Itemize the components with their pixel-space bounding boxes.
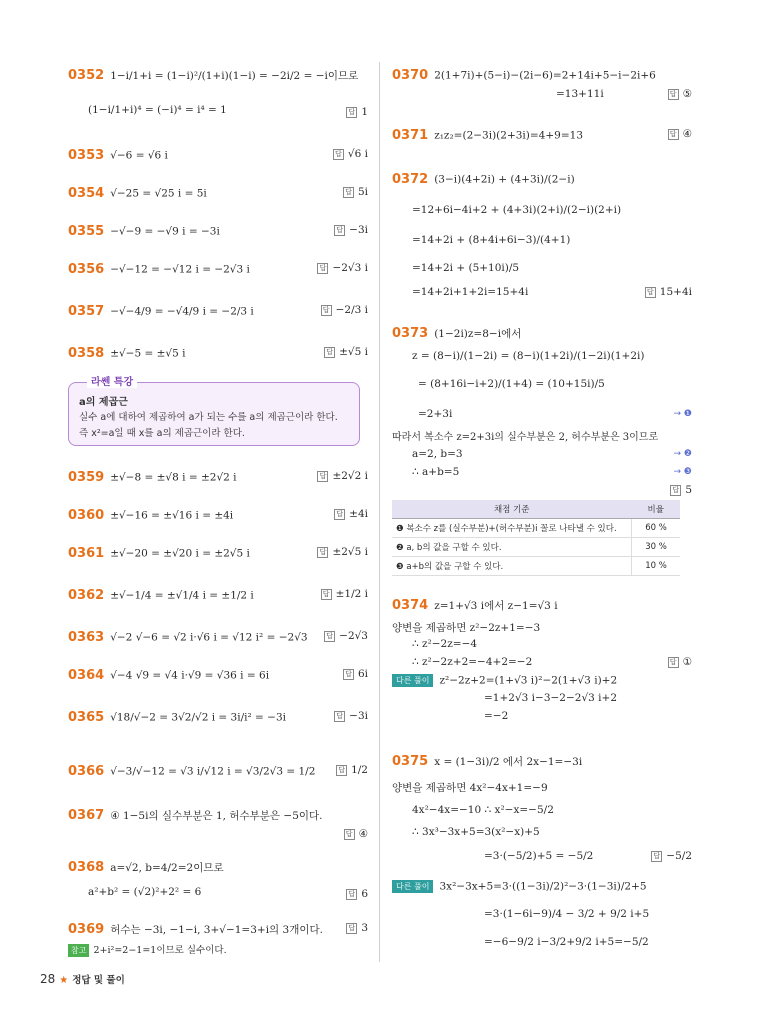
problem-0372-line: =14+2i+1+2i=15+4i [412, 286, 529, 298]
problem-0372-line: =14+2i + (5+10i)/5 [412, 262, 520, 274]
problem-0360: 0360 ±√−16 = ±√16 i = ±4i 답 ±4i [68, 508, 368, 523]
problem-0370: 0370 2(1+7i)+(5−i)−(2i−6)=2+14i+5−i−2i+6 [392, 68, 656, 83]
grading-table [392, 500, 680, 576]
tip-box [68, 377, 360, 446]
problem-0370-line2: =13+11i [556, 88, 604, 100]
problem-0372: 0372 (3−i)(4+2i) + (4+3i)/(2−i) [392, 172, 575, 187]
problem-0374-line: 양변을 제곱하면 z²−2z+1=−3 [392, 622, 541, 634]
problem-0375-line: =3·(−5/2)+5 = −5/2 [484, 850, 594, 862]
answer-0371: 답 ④ [668, 128, 692, 140]
step-ref-2: → ❷ [673, 449, 692, 459]
problem-0375-line: =3·(1−6i−9)/4 − 3/2 + 9/2 i+5 [484, 908, 650, 920]
answer-0355: 답 −3i [334, 224, 368, 236]
left-column [68, 60, 368, 960]
problem-0369: 0369 허수는 −3i, −1−i, 3+√−1=3+i의 3개이다. 답 3 [68, 922, 368, 937]
answer-0356: 답 −2√3 i [317, 262, 368, 274]
answer-0362: 답 ±1/2 i [321, 588, 368, 600]
answer-box-icon: 답 [344, 829, 355, 840]
tip-line1: 실수 a에 대하여 제곱하여 a가 되는 수를 a의 제곱근이라 한다. [79, 412, 338, 423]
problem-0375-line: 4x²−4x=−10 ∴ x²−x=−5/2 [412, 804, 554, 816]
problem-0361: 0361 ±√−20 = ±√20 i = ±2√5 i 답 ±2√5 i [68, 546, 368, 561]
problem-0374-line: =−2 [484, 710, 509, 722]
answer-box-icon: 답 [334, 225, 345, 236]
problem-0355: 0355 −√−9 = −√9 i = −3i 답 −3i [68, 224, 368, 239]
problem-0371: 0371 z₁z₂=(2−3i)(2+3i)=4+9=13 답 ④ [392, 128, 692, 143]
answer-box-icon: 답 [668, 657, 679, 668]
column-divider [379, 62, 380, 962]
problem-0375-alt: 다른 풀이 3x²−3x+5=3·((1−3i)/2)²−3·(1−3i)/2+5 [392, 880, 647, 893]
other-solution-tag: 다른 풀이 [392, 880, 433, 893]
grading-row: ❸ a+b의 값을 구할 수 있다. 10 % [392, 557, 680, 576]
problem-0368: 0368 a=√2, b=4/2=2이므로 [68, 860, 224, 875]
problem-0368-line2: a²+b² = (√2)²+2² = 6 [88, 886, 202, 898]
problem-0373: 0373 (1−2i)z=8−i에서 [392, 326, 522, 341]
answer-box-icon: 답 [668, 129, 679, 140]
answer-box-icon: 답 [334, 509, 345, 520]
problem-0362: 0362 ±√−1/4 = ±√1/4 i = ±1/2 i 답 ±1/2 i [68, 588, 368, 603]
answer-box-icon: 답 [321, 305, 332, 316]
answer-box-icon: 답 [651, 851, 662, 862]
problem-0357: 0357 −√−4/9 = −√4/9 i = −2/3 i 답 −2/3 i [68, 304, 368, 319]
star-icon: ★ [59, 975, 69, 986]
problem-0372-line: =12+6i−4i+2 + (4+3i)(2+i)/(2−i)(2+i) [412, 204, 622, 216]
problem-0375-line: 양변을 제곱하면 4x²−4x+1=−9 [392, 782, 548, 794]
answer-0360: 답 ±4i [334, 508, 368, 520]
answer-0374: 답 ① [668, 656, 692, 668]
answer-box-icon: 답 [317, 263, 328, 274]
answer-box-icon: 답 [317, 547, 328, 558]
answer-box-icon: 답 [321, 589, 332, 600]
footer-label: 정답 및 풀이 [72, 975, 125, 986]
problem-0374: 0374 z=1+√3 i에서 z−1=√3 i [392, 598, 558, 613]
answer-box-icon: 답 [336, 765, 347, 776]
answer-0358: 답 ±√5 i [324, 346, 368, 358]
problem-0352: 0352 1−i/1+i = (1−i)²/(1+i)(1−i) = −2i/2 = −i이므로 [68, 68, 359, 83]
problem-0374-line: ∴ z²−2z+2=−4+2=−2 [412, 656, 533, 668]
other-solution-tag: 다른 풀이 [392, 674, 433, 687]
problem-0373-line: a=2, b=3 [412, 448, 463, 460]
grading-header: 채점 기준 [392, 500, 632, 519]
answer-box-icon: 답 [343, 669, 354, 680]
tip-line2: 즉 x²=a일 때 x를 a의 제곱근이라 한다. [79, 428, 245, 439]
answer-0361: 답 ±2√5 i [317, 546, 368, 558]
answer-box-icon: 답 [334, 711, 345, 722]
answer-box-icon: 답 [333, 149, 344, 160]
step-ref-3: → ❸ [673, 467, 692, 477]
grading-header: 비율 [632, 500, 681, 519]
answer-0372: 답 15+4i [645, 286, 692, 298]
page-number: 28 [40, 972, 56, 986]
answer-0375: 답 −5/2 [651, 850, 692, 862]
answer-0354: 답 5i [343, 186, 368, 198]
tip-title: a의 제곱근 [79, 397, 128, 408]
problem-0373-line: 따라서 복소수 z=2+3i의 실수부분은 2, 허수부분은 3이므로 [392, 432, 659, 443]
problem-0366: 0366 √−3/√−12 = √3 i/√12 i = √3/2√3 = 1/2 답 1/2 [68, 764, 368, 779]
step-ref-1: → ❶ [673, 409, 692, 419]
answer-box-icon: 답 [346, 107, 357, 118]
answer-0367: 답 ④ [344, 828, 368, 840]
answer-box-icon: 답 [346, 923, 357, 934]
answer-0353: 답 √6 i [333, 148, 368, 160]
problem-0363: 0363 √−2 √−6 = √2 i·√6 i = √12 i² = −2√3 답 −2√3 [68, 630, 368, 645]
problem-0373-line: z = (8−i)/(1−2i) = (8−i)(1+2i)/(1−2i)(1+2i) [412, 350, 645, 362]
problem-0373-line: = (8+16i−i+2)/(1+4) = (10+15i)/5 [418, 378, 605, 390]
answer-0364: 답 6i [343, 668, 368, 680]
tip-label: 라쎈 특강 [87, 373, 137, 388]
problem-0374-alt: 다른 풀이 z²−2z+2=(1+√3 i)²−2(1+√3 i)+2 [392, 674, 617, 687]
answer-box-icon: 답 [343, 187, 354, 198]
problem-0372-line: =14+2i + (8+4i+6i−3)/(4+1) [412, 234, 571, 246]
right-column [392, 60, 692, 960]
answer-0368: 답 6 [346, 888, 368, 900]
answer-0363: 답 −2√3 [324, 630, 368, 642]
problem-0375-line: =−6−9/2 i−3/2+9/2 i+5=−5/2 [484, 936, 649, 948]
problem-0369-note: 참고 2+i²=2−1=1이므로 실수이다. [68, 942, 227, 957]
answer-box-icon: 답 [317, 471, 328, 482]
answer-box-icon: 답 [324, 347, 335, 358]
answer-box-icon: 답 [668, 89, 679, 100]
answer-box-icon: 답 [670, 485, 681, 496]
problem-0375: 0375 x = (1−3i)/2 에서 2x−1=−3i [392, 754, 583, 769]
problem-0373-line: ∴ a+b=5 [412, 466, 460, 478]
answer-box-icon: 답 [346, 889, 357, 900]
answer-box-icon: 답 [324, 631, 335, 642]
problem-0354: 0354 √−25 = √25 i = 5i 답 5i [68, 186, 368, 201]
grading-row: ❷ a, b의 값을 구할 수 있다. 30 % [392, 538, 680, 557]
problem-0356: 0356 −√−12 = −√12 i = −2√3 i 답 −2√3 i [68, 262, 368, 277]
problem-0353: 0353 √−6 = √6 i 답 √6 i [68, 148, 368, 163]
problem-0367: 0367 ④ 1−5i의 실수부분은 1, 허수부분은 −5이다. [68, 808, 323, 823]
answer-0357: 답 −2/3 i [321, 304, 368, 316]
problem-0374-line: =1+2√3 i−3−2−2√3 i+2 [484, 692, 618, 704]
answer-0365: 답 −3i [334, 710, 368, 722]
problem-0373-line: =2+3i [418, 408, 453, 420]
problem-0365: 0365 √18/√−2 = 3√2/√2 i = 3i/i² = −3i 답 −3i [68, 710, 368, 725]
problem-0359: 0359 ±√−8 = ±√8 i = ±2√2 i 답 ±2√2 i [68, 470, 368, 485]
problem-0374-line: ∴ z²−2z=−4 [412, 638, 478, 650]
note-tag: 참고 [68, 944, 89, 957]
problem-0364: 0364 √−4 √9 = √4 i·√9 = √36 i = 6i 답 6i [68, 668, 368, 683]
problem-0352-line2: (1−i/1+i)⁴ = (−i)⁴ = i⁴ = 1 [88, 104, 227, 116]
answer-0359: 답 ±2√2 i [317, 470, 368, 482]
answer-0366: 답 1/2 [336, 764, 368, 776]
answer-0370: 답 ⑤ [668, 88, 692, 100]
problem-0358: 0358 ±√−5 = ±√5 i 답 ±√5 i [68, 346, 368, 361]
answer-0369: 답 3 [346, 922, 368, 934]
grading-header-row [392, 500, 680, 519]
problem-0375-line: ∴ 3x³−3x+5=3(x²−x)+5 [412, 826, 540, 838]
answer-box-icon: 답 [645, 287, 656, 298]
page-footer [40, 972, 125, 986]
answer-0373: 답 5 [670, 484, 692, 496]
answer-0352: 답 1 [346, 106, 368, 118]
grading-row: ❶ 복소수 z를 (실수부분)+(허수부분)i 꼴로 나타낼 수 있다. 60 % [392, 519, 680, 538]
